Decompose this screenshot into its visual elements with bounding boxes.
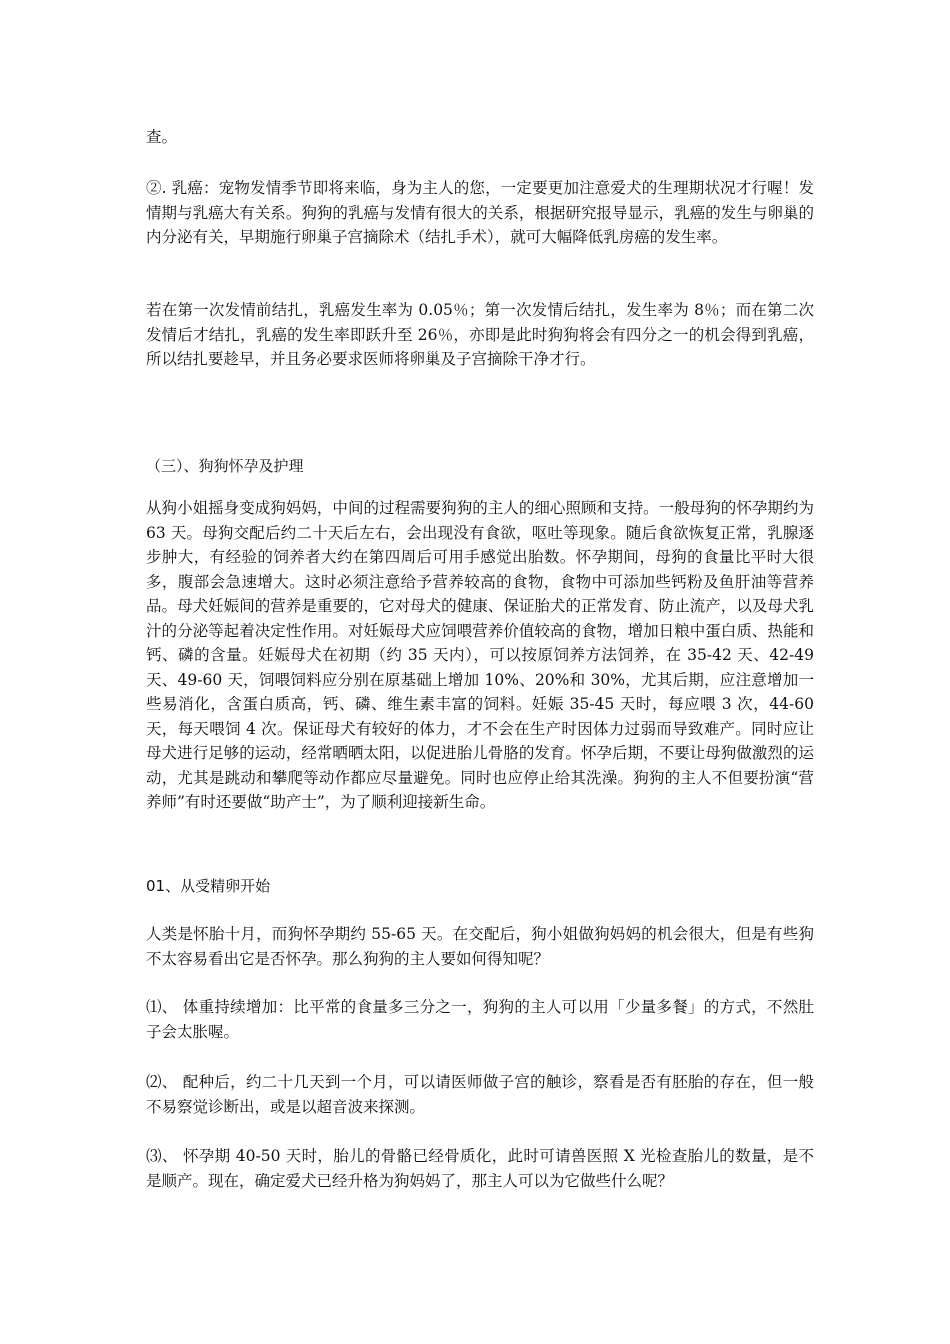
paragraph-continuation: 查。 — [146, 128, 178, 146]
list-item-xray: ⑶、 怀孕期 40-50 天时，胎儿的骨骼已经骨质化，此时可请兽医照 X 光检查胎儿的数量，是不是顺产。现在，确定爱犬已经升格为狗妈妈了，那主人可以为它做些什么呢？ — [146, 1147, 814, 1190]
list-item-weight: ⑴、 体重持续增加：比平常的食量多三分之一，狗狗的主人可以用「少量多餐」的方式，不然肚子会太胀喔。 — [146, 998, 814, 1041]
section-heading-pregnancy: （三）、狗狗怀孕及护理 — [146, 457, 304, 475]
paragraph-breast-cancer: ②. 乳癌：宠物发情季节即将来临，身为主人的您，一定要更加注意爱犬的生理期状况才行喔！发情期与乳癌大有关系。狗狗的乳癌与发情有很大的关系，根据研究报导显示，乳癌的发生与卵巢的内分泌有关，早期施行卵巢子宫摘除术（结扎手术），就可大幅降低乳房癌的发生率。 — [146, 179, 814, 246]
list-item-palpation: ⑵、 配种后，约二十几天到一个月，可以请医师做子宫的触诊，察看是否有胚胎的存在，但一般不易察觉诊断出，或是以超音波来探测。 — [146, 1073, 814, 1116]
subheading-fertilization: 01、从受精卵开始 — [146, 877, 271, 895]
paragraph-spay-timing: 若在第一次发情前结扎，乳癌发生率为 0.05％；第一次发情后结扎，发生率为 8％；而在第二次发情后才结扎，乳癌的发生率即跃升至 26％，亦即是此时狗狗将会有四分之一的机会得到乳癌，所以结扎要趁早，并且务必要求医师将卵巢及子宫摘除干净才行。 — [146, 301, 814, 368]
paragraph-pregnancy-care: 从狗小姐摇身变成狗妈妈，中间的过程需要狗狗的主人的细心照顾和支持。一般母狗的怀孕期约为 63 天。母狗交配后约二十天后左右，会出现没有食欲，呕吐等现象。随后食欲恢复正常，乳腺逐步肿大，有经验的饲养者大约在第四周后可用手感觉出胎数。怀孕期间，母狗的食量比平时大很多，腹部会急速增大。这时必须注意给予营养较高的食物，食物中可添加些钙粉及鱼肝油等营养品。母犬妊娠间的营养是重要的，它对母犬的健康、保证胎犬的正常发育、防止流产，以及母犬乳汁的分泌等起着决定性作用。对妊娠母犬应饲喂营养价值较高的食物，增加日粮中蛋白质、热能和钙、磷的含量。妊娠母犬在初期（约 35 天内），可以按原饲养方法饲养，在 35-42 天、42-49 天、49-60 天，饲喂饲料应分别在原基础上增加 10%、20%和 30%，尤其后期，应注意增加一些易消化，含蛋白质高，钙、磷、维生素丰富的饲料。妊娠 35-45 天时，每应喂 3 次，44-60 天，每天喂饲 4 次。保证母犬有较好的体力，才不会在生产时因体力过弱而导致难产。同时应让母犬进行足够的运动，经常晒晒太阳，以促进胎儿骨胳的发育。怀孕后期，不要让母狗做激烈的运动，尤其是跳动和攀爬等动作都应尽量避免。同时也应停止给其洗澡。狗狗的主人不但要扮演“营养师”有时还要做“助产士”，为了顺利迎接新生命。 — [146, 499, 814, 811]
paragraph-gestation: 人类是怀胎十月，而狗怀孕期约 55-65 天。在交配后，狗小姐做狗妈妈的机会很大，但是有些狗不太容易看出它是否怀孕。那么狗狗的主人要如何得知呢？ — [146, 925, 814, 968]
